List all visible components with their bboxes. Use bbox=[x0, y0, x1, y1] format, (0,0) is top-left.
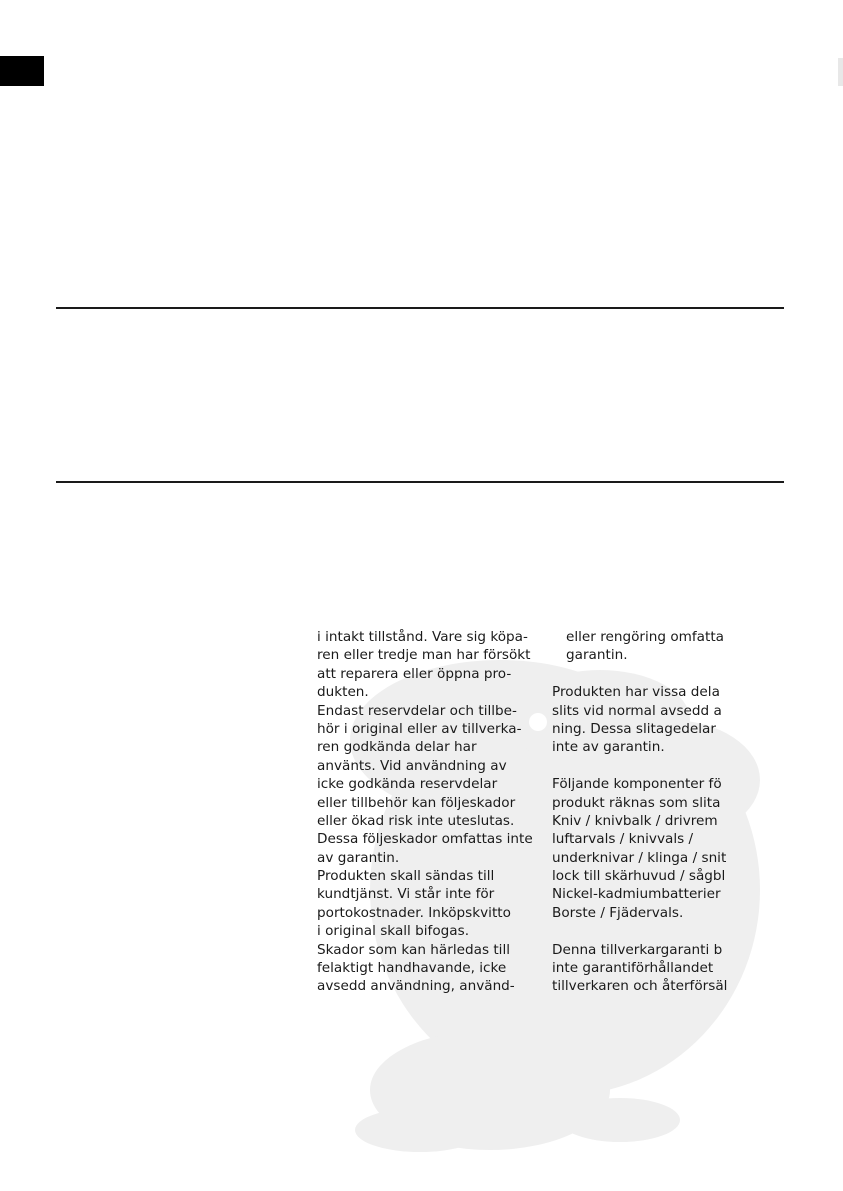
horizontal-rule-top bbox=[56, 307, 784, 309]
text-column-right bbox=[552, 628, 843, 996]
text-line: i intakt tillstånd. Vare sig köpa- bbox=[317, 629, 528, 645]
text-line: ren godkända delar har bbox=[317, 739, 477, 756]
text-line: icke godkända reservdelar bbox=[317, 776, 498, 793]
text-line: Borste / Fjädervals. bbox=[552, 904, 684, 921]
text-line: Följande komponenter fö bbox=[552, 776, 722, 793]
text-line: tillverkaren och återförsäl bbox=[552, 978, 728, 995]
text-line: produkt räknas som slita bbox=[552, 794, 721, 811]
text-line: använts. Vid användning av bbox=[317, 757, 507, 774]
text-line: ning. Dessa slitagedelar bbox=[552, 720, 716, 737]
text-line: portokostnader. Inköpskvitto bbox=[317, 904, 511, 921]
text-line: Nickel-kadmiumbatterier bbox=[552, 886, 721, 903]
horizontal-rule-bottom bbox=[56, 481, 784, 483]
text-line: Produkten har vissa dela bbox=[552, 684, 720, 701]
edge-marker bbox=[838, 58, 843, 86]
text-line: Produkten skall sändas till bbox=[317, 868, 495, 885]
text-line: inte av garantin. bbox=[552, 739, 665, 756]
text-line: ren eller tredje man har försökt bbox=[317, 647, 531, 664]
paragraph-gap bbox=[552, 922, 843, 940]
text-line: eller tillbehör kan följeskador bbox=[317, 794, 516, 811]
text-line: att reparera eller öppna pro- bbox=[317, 665, 512, 682]
text-line: inte garantiförhållandet bbox=[552, 960, 714, 977]
section-tab-marker bbox=[0, 56, 44, 86]
text-line: Kniv / knivbalk / drivrem bbox=[552, 812, 718, 829]
paragraph-gap bbox=[552, 665, 843, 683]
paragraph-gap bbox=[552, 757, 843, 775]
text-line: Denna tillverkargaranti b bbox=[552, 941, 723, 958]
text-line: avsedd användning, använd- bbox=[317, 978, 515, 995]
text-line: hör i original eller av tillverka- bbox=[317, 720, 522, 737]
text-line: Skador som kan härledas till bbox=[317, 941, 511, 958]
text-line: garantin. bbox=[566, 647, 628, 664]
text-line: slits vid normal avsedd a bbox=[552, 702, 722, 719]
text-line: eller rengöring omfatta bbox=[566, 629, 725, 645]
text-line: lock till skärhuvud / sågbl bbox=[552, 868, 726, 885]
text-column-left bbox=[317, 628, 537, 996]
text-line: av garantin. bbox=[317, 849, 400, 866]
text-line: luftarvals / knivvals / bbox=[552, 831, 694, 848]
text-line: Endast reservdelar och tillbe- bbox=[317, 702, 517, 719]
text-line: eller ökad risk inte uteslutas. bbox=[317, 812, 515, 829]
text-line: underknivar / klinga / snit bbox=[552, 849, 727, 866]
text-line: felaktigt handhavande, icke bbox=[317, 960, 507, 977]
text-line: kundtjänst. Vi står inte för bbox=[317, 886, 495, 903]
text-line: i original skall bifogas. bbox=[317, 923, 470, 940]
text-line: dukten. bbox=[317, 684, 369, 701]
text-line: Dessa följeskador omfattas inte bbox=[317, 831, 533, 848]
